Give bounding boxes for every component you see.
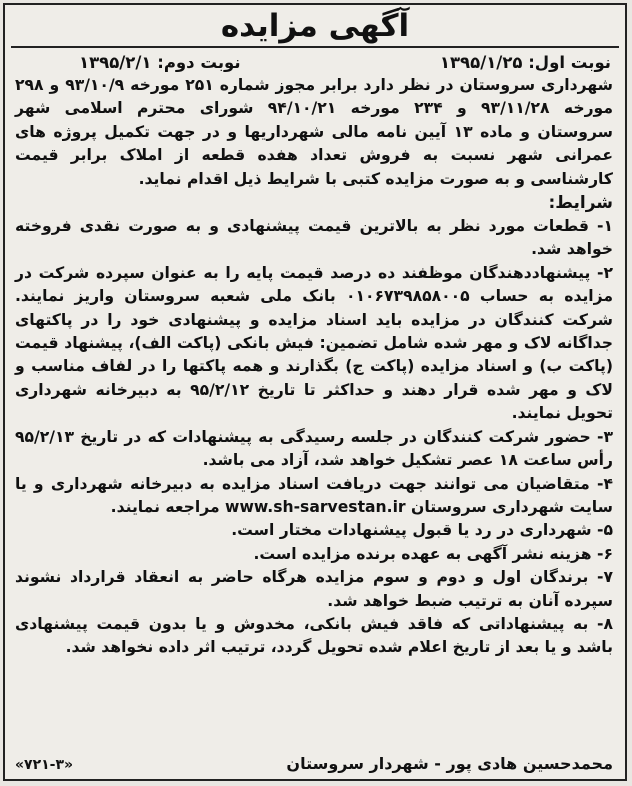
condition-8: ۸- به پیشنهاداتی که فاقد فیش بانکی، مخدوش و یا بدون قیمت پیشنهادی باشد و یا بعد از تاریخ اعلام شده تحویل گردد، ترتیب اثر داده نخواهد شد. [15,614,613,657]
publication-dates [5,48,625,74]
condition-4 [15,473,613,520]
website-link[interactable]: www.sh-sarvestan.ir [225,497,406,516]
auction-notice [3,3,627,781]
condition-4-tail: مراجعه نمایند. [110,497,220,516]
condition-7: ۷- برندگان اول و دوم و سوم مزایده هرگاه حاضر به انعقاد قرارداد نشوند سپرده آنان به ترتیب ضبط خواهد شد. [15,568,613,610]
condition-2: ۲- پیشنهاددهندگان موظفند ده درصد قیمت پایه را به عنوان سپرده شرکت در مزایده به حساب ۰۱۰۶۷۳۹۸۵۸۰۰۵ بانک ملی شعبه سروستان واریز نمایند. شرکت کنندگان در مزایده باید اسناد مزایده و پیشنهادی خود را در پاکتهای جداگانه لاک و مهر شده شامل تضمین: فیش بانکی (پاکت الف)، پیشنهاد قیمت (پاکت ب) و اسناد مزایده (پاکت ج) بگذارند و همه پاکتها را در لفاف مناسب و لاک و مهر شده قرار دهند و حداکثر تا تاریخ ۹۵/۲/۱۲ به دبیرخانه شهرداری تحویل نمایند. [15,263,614,423]
condition-5: ۵- شهرداری در رد یا قبول پیشنهادات مختار است. [231,521,613,540]
notice-body [5,74,625,660]
second-round-date: نوبت دوم: ۱۳۹۵/۲/۱ [79,53,241,72]
condition-4-text: ۴- متقاضیان می توانند جهت دریافت اسناد مزایده به دبیرخانه شهرداری و یا سایت شهرداری سروستان [15,474,613,516]
intro-paragraph: شهرداری سروستان در نظر دارد برابر مجوز شماره ۲۵۱ مورخه ۹۳/۱۰/۹ و ۲۹۸ مورخه ۹۳/۱۱/۲۸ و ۲۳۴ مورخه ۹۴/۱۰/۲۱ شورای محترم اسلامی شهر سروستان و ماده ۱۳ آیین نامه مالی شهرداریها و در جهت تکمیل پروژه های عمرانی شهر نسبت به فروش تعداد هفده قطعه از املاک برابر قیمت کارشناسی و به صورت مزایده کتبی با شرایط ذیل اقدام نماید. [15,76,614,188]
notice-title: آگهی مزایده [220,8,410,44]
signature-row [15,754,613,773]
condition-1: ۱- قطعات مورد نظر به بالاترین قیمت پیشنهادی و به صورت نقدی فروخته خواهد شد. [15,217,613,259]
condition-6: ۶- هزینه نشر آگهی به عهده برنده مزایده است. [253,544,613,563]
conditions-heading: شرایط: [548,193,613,214]
condition-3: ۳- حضور شرکت کنندگان در جلسه رسیدگی به پیشنهادات که در تاریخ ۹۵/۲/۱۳ رأس ساعت ۱۸ عصر تشکیل خواهد شد، آزاد می باشد. [15,427,613,470]
signature: محمدحسین هادی پور - شهردار سروستان [286,754,613,773]
notice-code: «۷۲۱-۳» [15,757,74,773]
first-round-date: نوبت اول: ۱۳۹۵/۱/۲۵ [439,53,611,72]
